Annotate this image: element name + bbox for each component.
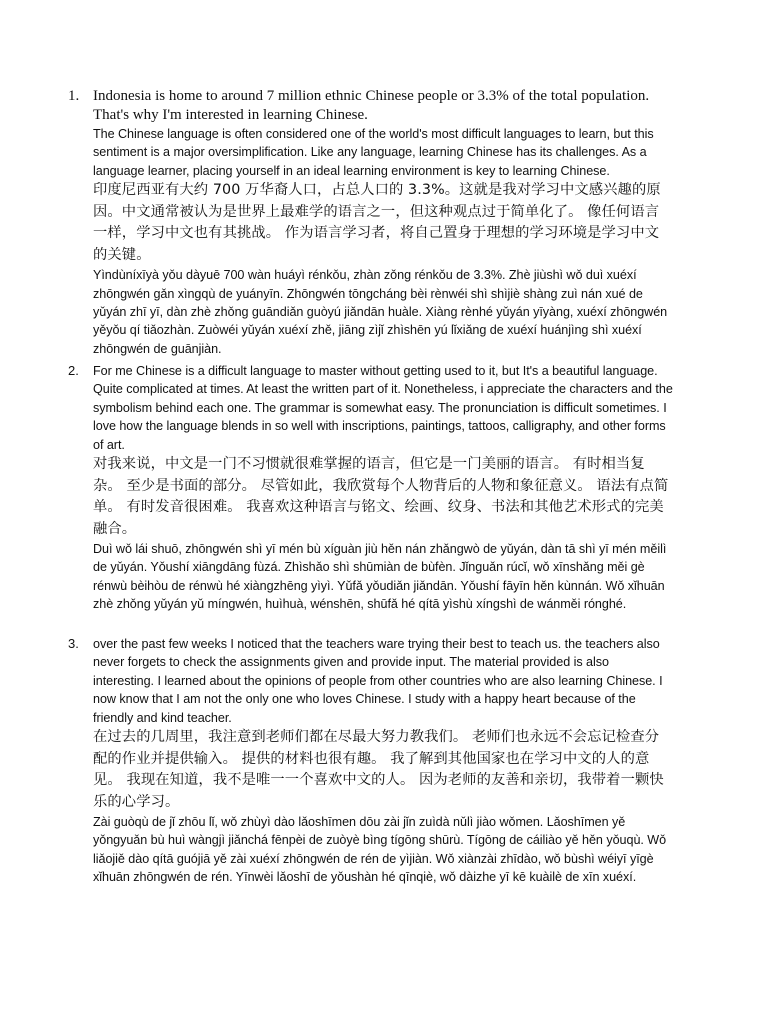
- chinese-paragraph: 在过去的几周里，我注意到老师们都在尽最大努力教我们。 老师们也永远不会忘记检查分配的作业并提供输入。 提供的材料也很有趣。 我了解到其他国家也在学习中文的人的意见。 我现在知道，我不是唯一一个喜欢中文的人。 因为老师的友善和亲切，我带着一颗快乐的心学习。: [93, 729, 664, 810]
- item-intro-paragraph: Indonesia is home to around 7 million ethnic Chinese people or 3.3% of the total population. That's why I'm interested in learning Chinese.: [93, 88, 650, 123]
- chinese-paragraph: 印度尼西亚有大约 700 万华裔人口，占总人口的 3.3%。这就是我对学习中文感兴趣的原因。中文通常被认为是世界上最难学的语言之一，但这种观点过于简单化了。 像任何语言一样，学习中文也有其挑战。 作为语言学习者，将自己置身于理想的学习环境是学习中文的关键。: [93, 182, 661, 263]
- item-body: [93, 362, 673, 614]
- item-number: 1.: [68, 88, 80, 104]
- chinese-paragraph: 对我来说，中文是一门不习惯就很难掌握的语言，但它是一门美丽的语言。 有时相当复杂。 至少是书面的部分。 尽管如此，我欣赏每个人物背后的人物和象征意义。 语法有点简单。 有时发音很困难。 我喜欢这种语言与铭文、绘画、纹身、书法和其他艺术形式的完美融合。: [93, 456, 669, 537]
- english-paragraph: over the past few weeks I noticed that the teachers ware trying their best to teach us. the teachers also never forgets to check the assignments given and provide input. The material provided is also interesting. I learned about the opinions of people from other countries who are also learning Chinese. I now know that I am not the only one who loves Chinese. I study with a happy heart because of the friendly and kind teacher.: [93, 637, 663, 725]
- item-body: [93, 635, 673, 887]
- english-paragraph: For me Chinese is a difficult language to master without getting used to it, but It's a beautiful language. Quite complicated at times. At least the written part of it. Nonetheless, i appreciate the characters and the symbolism behind each one. The grammar is somewhat easy. The pronunciation is difficult sometimes. I love how the language blends in so well with inscriptions, paintings, tattoos, calligraphy, and other forms of art.: [93, 364, 673, 452]
- pinyin-paragraph: Zài guòqù de jǐ zhōu lǐ, wǒ zhùyì dào lǎoshīmen dōu zài jǐn zuìdà nǔlì jiào wǒmen. Lǎoshīmen yě yǒngyuǎn bù huì wàngjì jiǎnchá fēnpèi de zuòyè bìng tígōng shūrù. Tígōng de cáiliào yě hěn yǒuqù. Wǒ liǎojiě dào qítā guójiā yě zài xuéxí zhōngwén de rén de yìjiàn. Wǒ xiànzài zhīdào, wǒ bùshì wéiyī yīgè xǐhuān zhōngwén de rén. Yīnwèi lǎoshī de yǒushàn hé qīnqiè, wǒ dàizhe yī kē kuàilè de xīn xuéxí.: [93, 815, 667, 885]
- pinyin-paragraph: Duì wǒ lái shuō, zhōngwén shì yī mén bù xíguàn jiù hěn nán zhǎngwò de yǔyán, dàn tā shì yī mén měilì de yǔyán. Yǒushí xiāngdāng fùzá. Zhìshǎo shì shūmiàn de bùfèn. Jǐnguǎn rúcǐ, wǒ xīnshǎng měi gè rénwù bèihòu de rénwù hé xiàngzhēng yìyì. Yǔfǎ yǒudiǎn jiǎndān. Yǒushí fāyīn hěn kùnnán. Wǒ xǐhuān zhè zhǒng yǔyán yǔ míngwén, huìhuà, wénshēn, shūfǎ hé qítā yìshù xíngshì de wánměi rónghé.: [93, 542, 667, 612]
- item-number: 2.: [68, 363, 79, 378]
- pinyin-paragraph: Yìndùníxīyà yǒu dàyuē 700 wàn huáyì rénkǒu, zhàn zǒng rénkǒu de 3.3%. Zhè jiùshì wǒ duì xuéxí zhōngwén gǎn xìngqù de yuányīn. Zhōngwén tōngcháng bèi rènwéi shì shìjiè shàng zuì nán xué de yǔyán zhī yī, dàn zhè zhǒng guāndiǎn guòyú jiǎndān huàle. Xiàng rènhé yǔyán yīyàng, xuéxí zhōngwén yěyǒu qí tiǎozhàn. Zuòwéi yǔyán xuéxí zhě, jiāng zìjǐ zhìshēn yú lǐxiǎng de xuéxí huánjìng shì xuéxí zhōngwén de guānjiàn.: [93, 268, 668, 356]
- english-paragraph: The Chinese language is often considered one of the world's most difficult languages to learn, but this sentiment is a major oversimplification. Like any language, learning Chinese has its challenges. As a language learner, placing yourself in an ideal learning environment is key to learning Chinese.: [93, 127, 654, 178]
- item-number: 3.: [68, 636, 79, 651]
- item-body: [93, 87, 673, 358]
